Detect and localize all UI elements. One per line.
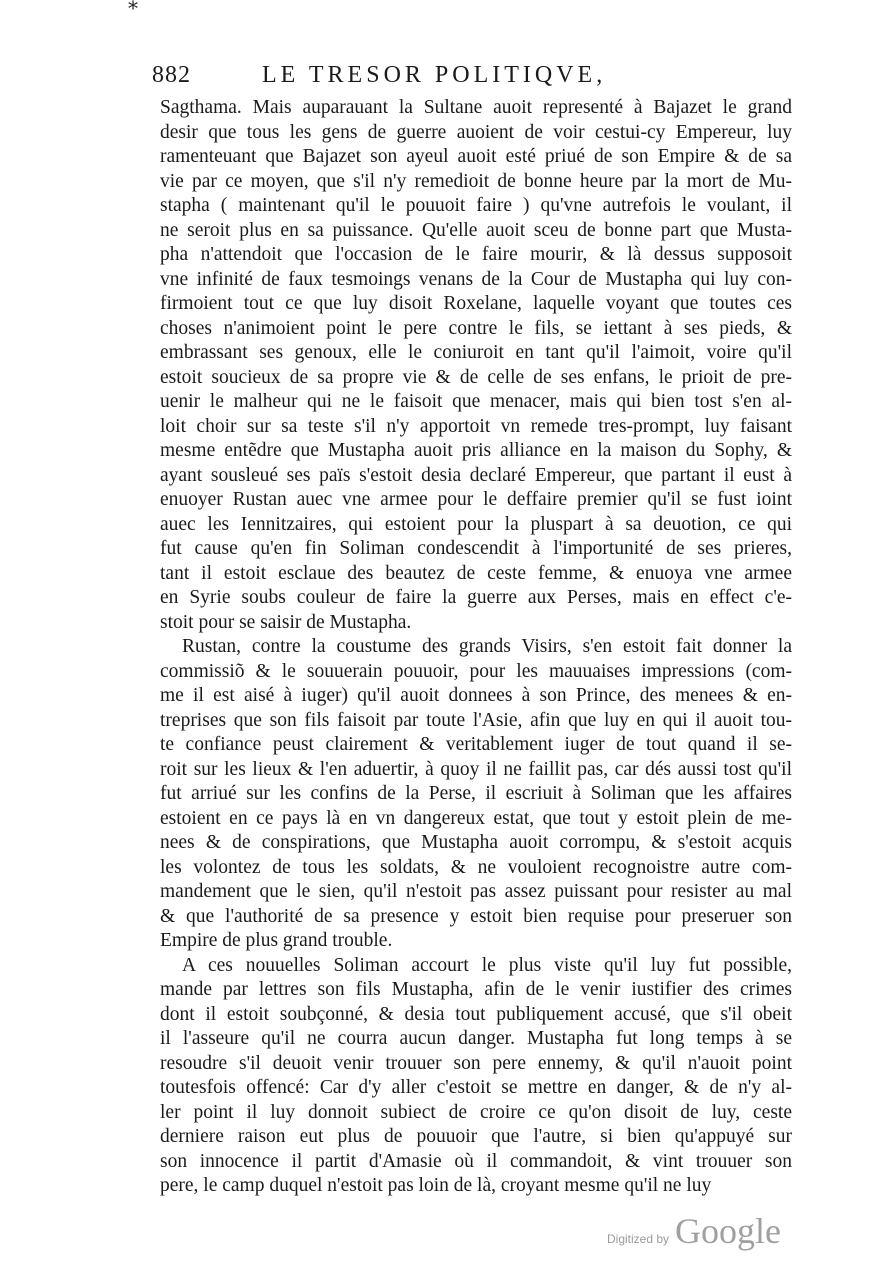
text-line: pha n'attendoit que l'occasion de le faire mourir, & là dessus supposoit	[160, 244, 792, 265]
text-line: nees & de conspirations, que Mustapha auoit corrompu, & s'estoit acquis	[160, 832, 792, 853]
text-line: derniere raison eut plus de pouuoir que l'autre, si bien qu'appuyé sur	[160, 1126, 792, 1147]
text-line: ayant sousleué ses païs s'estoit desia declaré Empereur, que partant il eust à	[160, 464, 792, 486]
text-line: son innocence il partit d'Amasie où il commandoit, & vint trouuer son	[160, 1150, 792, 1172]
text-line: dont il estoit soubçonné, & desia tout publiquement accusé, que s'il obeit	[160, 1003, 792, 1025]
text-line: enuoyer Rustan auec vne armee pour le deffaire premier qu'il se fust ioint	[160, 489, 792, 510]
paragraph	[160, 96, 792, 635]
text-line: ler point il luy donnoit subiect de croire ce qu'on disoit de luy, ceste	[160, 1101, 792, 1123]
google-logo: Google	[675, 1211, 781, 1251]
text-line: en Syrie soubs couleur de faire la guerre aux Perses, mais en effect c'e-	[160, 587, 792, 608]
watermark-prefix: Digitized by	[606, 1232, 670, 1246]
text-line: stoit pour se saisir de Mustapha.	[160, 611, 412, 633]
top-mark: *	[128, 0, 138, 20]
text-line: estoient en ce pays là en vn dangereux estat, que tout y estoit plein de me-	[160, 807, 792, 829]
text-line: A ces nouuelles Soliman accourt le plus viste qu'il luy fut possible,	[182, 954, 792, 976]
body-text	[160, 96, 792, 1199]
text-line: ramenteuant que Bajazet son ayeul auoit esté priué de son Empire & de sa	[160, 146, 792, 167]
text-line: treprises que son fils faisoit par toute l'Asie, afin que luy en qui il auoit tou-	[160, 709, 792, 731]
text-line: stapha ( maintenant qu'il le pouuoit faire ) qu'vne autrefois le voulant, il	[160, 195, 792, 216]
text-line: tant il estoit esclaue des beautez de ceste femme, & enuoya vne armee	[160, 562, 792, 584]
text-line: resoudre s'il deuoit venir trouuer son pere ennemy, & qu'il n'auoit point	[160, 1052, 792, 1074]
text-line: pere, le camp duquel n'estoit pas loin de là, croyant mesme qu'il ne luy	[160, 1175, 712, 1196]
text-line: commissiõ & le souuerain pouuoir, pour les mauuaises impressions (com-	[160, 660, 792, 682]
text-line: Sagthama. Mais auparauant la Sultane auoit representé à Bajazet le grand	[160, 97, 792, 118]
text-line: & que l'authorité de sa presence y estoit bien requise pour preseruer son	[160, 905, 792, 927]
paragraph	[160, 954, 792, 1199]
text-line: uenir le malheur qui ne le faisoit que menacer, mais qui bien tost s'en al-	[160, 391, 792, 412]
text-line: mesme entẽdre que Mustapha auoit pris alliance en la maison du Sophy, &	[160, 440, 792, 461]
text-line: embrassant ses genoux, elle le coniuroit en tant qu'il l'aimoit, voire qu'il	[160, 342, 792, 363]
text-line: vie par ce moyen, que s'il n'y remedioit de bonne heure par la mort de Mu-	[160, 170, 792, 192]
text-line: estoit soucieux de sa propre vie & de celle de ses enfans, le prioit de pre-	[160, 366, 792, 388]
text-line: loit choir sur sa teste s'il n'y apportoit vn remede tres-prompt, luy faisant	[160, 415, 792, 437]
text-line: te confiance peust clairement & veritablement iuger de tout quand il se-	[160, 734, 792, 755]
text-line: mandement que le sien, qu'il n'estoit pas assez puissant pour resister au mal	[160, 881, 792, 902]
text-line: roit sur les lieux & l'en aduertir, à quoy il ne faillit pas, car dés aussi tost qu'il	[160, 758, 792, 780]
digitized-watermark	[607, 1210, 781, 1250]
text-line: auec les Iennitzaires, qui estoient pour la pluspart à sa deuotion, ce qui	[160, 513, 792, 535]
text-line: mande par lettres son fils Mustapha, afin de le venir iustifier des crimes	[160, 979, 792, 1000]
text-line: Empire de plus grand trouble.	[160, 930, 393, 951]
paragraph	[160, 635, 792, 954]
text-line: me il est aisé à iuger) qu'il auoit donnees à son Prince, des menees & en-	[160, 685, 792, 706]
text-line: fut arriué sur les confins de la Perse, il escriuit à Soliman que les affaires	[160, 783, 792, 804]
text-line: choses n'animoient point le pere contre le fils, se iettant à ses pieds, &	[160, 317, 792, 339]
text-line: toutesfois offencé: Car d'y aller c'estoit se mettre en danger, & de n'y al-	[160, 1077, 792, 1098]
text-line: firmoient tout ce que luy disoit Roxelane, laquelle voyant que toutes ces	[160, 293, 792, 314]
running-title: LE TRESOR POLITIQVE,	[262, 62, 607, 88]
page-number: 882	[152, 62, 191, 88]
text-line: les volontez de tous les soldats, & ne vouloient recognoistre autre com-	[160, 856, 792, 878]
text-line: desir que tous les gens de guerre auoient de voir cestui-cy Empereur, luy	[160, 121, 792, 143]
text-line: Rustan, contre la coustume des grands Visirs, s'en estoit fait donner la	[182, 636, 792, 657]
text-line: il l'asseure qu'il ne courra aucun danger. Mustapha fut long temps à se	[160, 1028, 792, 1049]
text-line: fut cause qu'en fin Soliman condescendit à l'importunité de ses prieres,	[160, 538, 792, 559]
text-line: ne seroit plus en sa puissance. Qu'elle auoit sceu de bonne part que Musta-	[160, 219, 792, 241]
page-header	[152, 62, 792, 96]
text-line: vne infinité de faux tesmoings venans de la Cour de Mustapha qui luy con-	[160, 268, 792, 290]
